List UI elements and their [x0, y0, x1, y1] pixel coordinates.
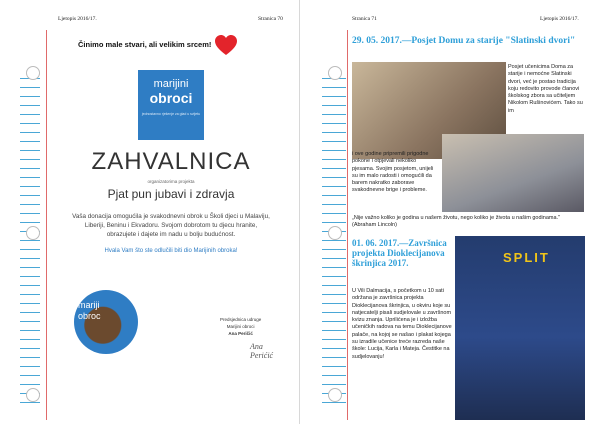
circle-logo-text — [78, 300, 101, 322]
child-photo-circle — [74, 290, 138, 354]
left-header-year: Ljetopis 2016/17. — [58, 16, 97, 22]
signer-org: Marijini obroci — [226, 324, 255, 329]
right-header-page-number: Stranica 71 — [352, 16, 377, 22]
org-label: organizatorima projekta — [147, 179, 195, 184]
logo-tagline: jednostavno rješenje za glad u svijetu — [141, 112, 201, 116]
article2-title: 01. 06. 2017.—Završnica projekta Dioklecijanova škrinjica 2017. — [352, 238, 447, 268]
poster-split-label: SPLIT — [503, 250, 550, 265]
slogan: Činimo male stvari, ali velikim srcem! — [78, 40, 212, 49]
right-ruled-lines — [322, 70, 346, 410]
left-header-page-number: Stranica 70 — [258, 16, 283, 22]
signer-role: Predsjednica udruge — [220, 317, 262, 322]
circle-text-line2: obroc — [78, 311, 101, 321]
binder-hole — [328, 66, 342, 80]
article1-photo-residents — [442, 134, 584, 212]
hvala-text: Hvala Vam što ste odlučili biti dio Marijinih obroka! — [104, 248, 238, 254]
thanks-text: Vaša donacija omogućila je svakodnevni obrok u Školi djeci u Malaviju, Liberiji, Beninu i Ekvadoru. Svojom dobrotom tu djecu hranite, obrazujete i dajete im nadu u bolju budućnost. — [72, 213, 270, 238]
right-header-year: Ljetopis 2016/17. — [540, 16, 579, 22]
binder-hole — [26, 388, 40, 402]
heart-icon — [214, 34, 238, 56]
binder-hole — [26, 226, 40, 240]
signer-name: Ana Peričić — [228, 331, 253, 336]
logo-text-marijini: marijini — [153, 78, 189, 90]
logo-text-obroci: obroci — [149, 90, 193, 106]
article2-text: U Vili Dalmacija, s početkom u 10 sati održana je završnica projekta Dioklecijanova škrinjica, u okviru koje su natjecatelji pisali sudjelovale u završnom kvizu znanja. Uprilićena je i izložba učeničkih radova na temu Dioklecijanove palače, na kojoj se našao i plakat kojega su izradile učenice treće razreda naše škole: Lucija, Karla i Mateja. Čestitke na sudjelovanju! — [352, 288, 452, 360]
right-margin-line — [347, 30, 348, 420]
article2-poster-photo — [455, 236, 585, 420]
binder-hole — [328, 226, 342, 240]
article1-title: 29. 05. 2017.—Posjet Domu za starije "Slatinski dvori" — [352, 36, 576, 46]
certificate-title: ZAHVALNICA — [91, 148, 251, 175]
certificate — [60, 62, 282, 402]
left-margin-line — [46, 30, 47, 420]
marijini-obroci-logo — [138, 70, 204, 140]
binder-hole — [328, 388, 342, 402]
article1-text-a: Posjet učenicima Doma za starije i nemoćne Slatinski dvori, već je postao tradicija koju redovito provode članovi školskog zbora sa učiteljem Nikolom Rušinovićem. Tako su im — [508, 64, 583, 114]
article1-text-b: i ove godine pripremili prigodne pokone i otpjevali nekoliko pjesama. Svojim posjetom, unijeli su im malo radosti i omogućili da barem nakratko zaborave svakodnevne brige i probleme. — [352, 151, 434, 194]
left-ruled-lines — [20, 70, 40, 410]
project-name: Pjat pun jubavi i zdravja — [107, 187, 235, 201]
article1-quote: „Nije važno koliko je godina u našem životu, nego koliko je života u našim godinama." (Abraham Lincoln) — [352, 215, 561, 229]
binder-hole — [26, 66, 40, 80]
circle-text-line1: mariji — [78, 300, 100, 310]
signer-block — [220, 316, 261, 337]
signature: Ana Perićić — [250, 342, 274, 360]
